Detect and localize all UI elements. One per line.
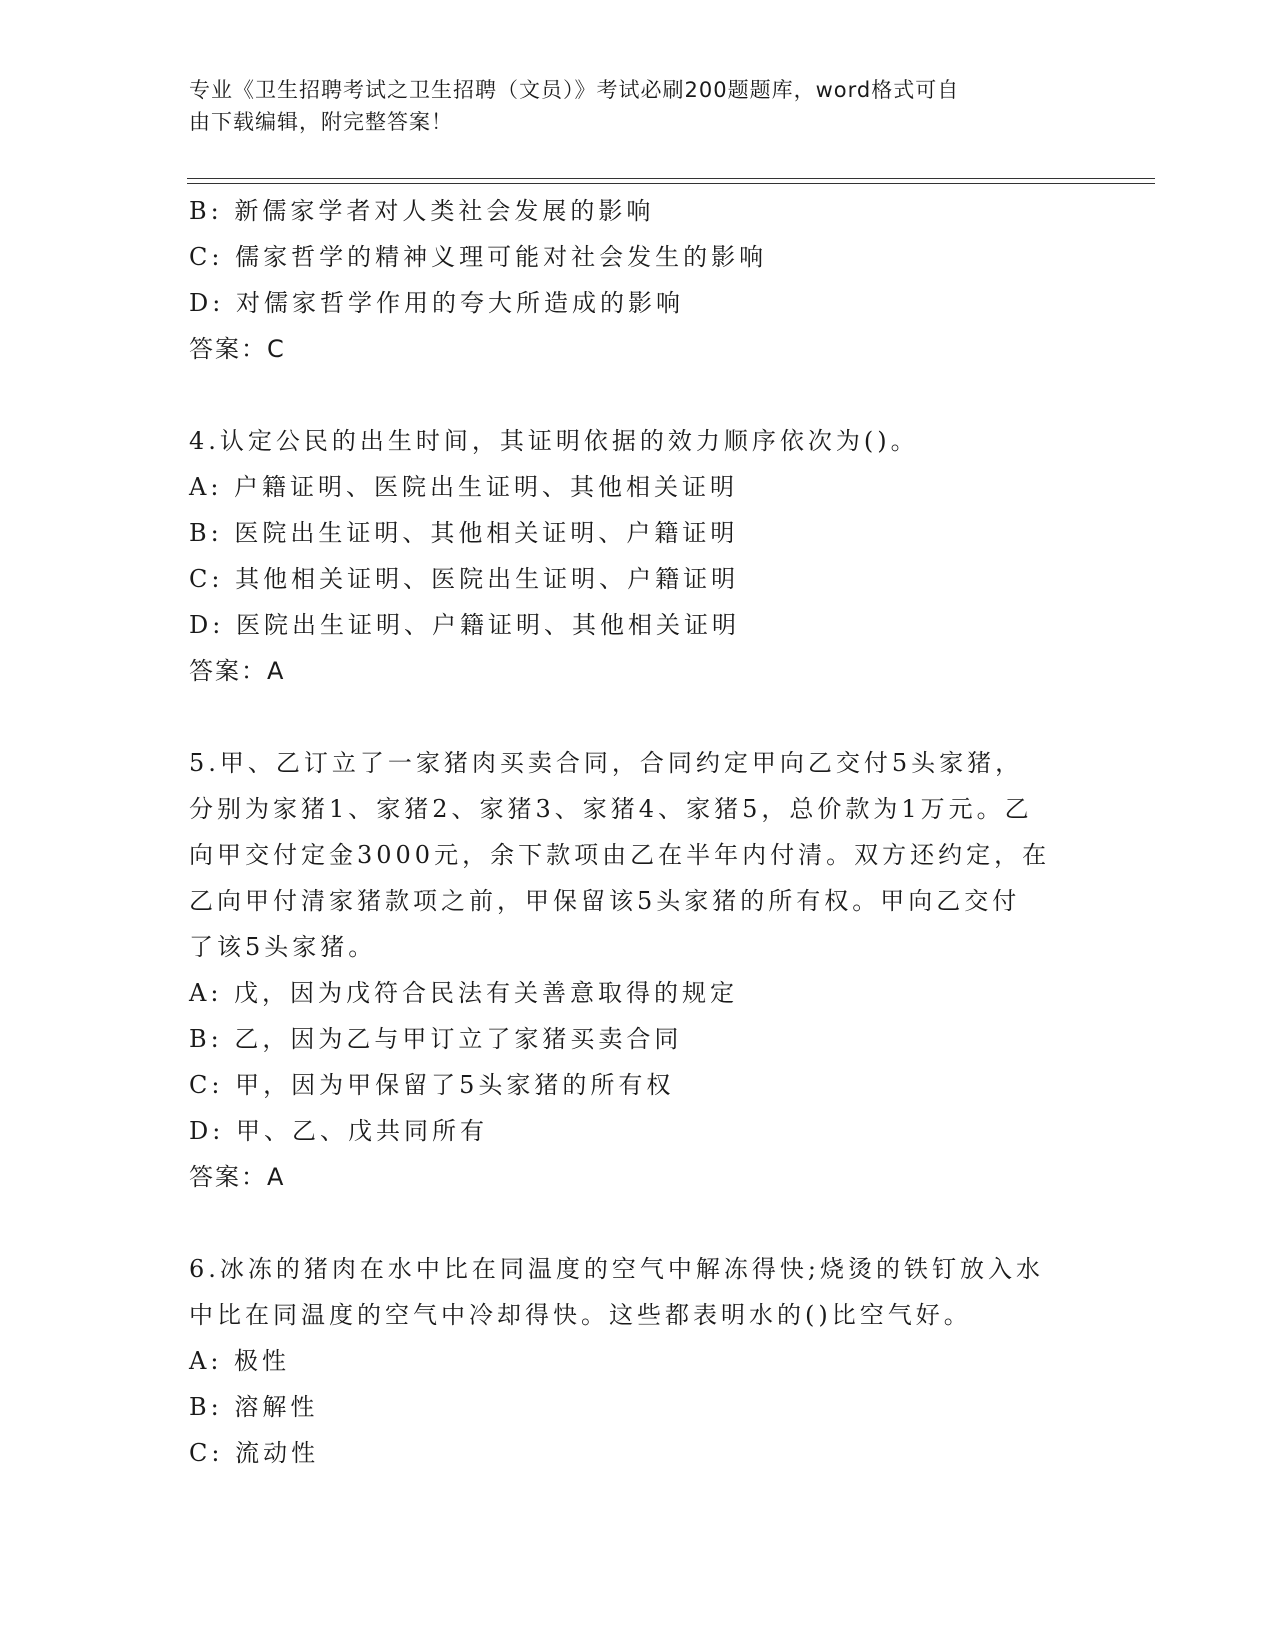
- option-c: C: 甲，因为甲保留了5头家猪的所有权: [189, 1071, 675, 1099]
- question-5: [189, 740, 1089, 1200]
- question-stem-line: 了该5头家猪。: [189, 933, 377, 961]
- question-4: [189, 418, 1089, 694]
- option-a: A: 户籍证明、医院出生证明、其他相关证明: [189, 473, 739, 501]
- answer-line: 答案：A: [189, 657, 286, 685]
- question-stem-line: 6.冰冻的猪肉在水中比在同温度的空气中解冻得快;烧烫的铁钉放入水: [189, 1255, 1044, 1283]
- spacer: [189, 372, 1089, 418]
- option-c: C: 流动性: [189, 1439, 320, 1467]
- question-stem-line: 乙向甲付清家猪款项之前，甲保留该5头家猪的所有权。甲向乙交付: [189, 887, 1021, 915]
- option-b: B: 新儒家学者对人类社会发展的影响: [189, 197, 655, 225]
- question-3-tail: [189, 188, 1089, 372]
- document-header: [189, 74, 1069, 138]
- option-d: D: 甲、乙、戊共同所有: [189, 1117, 488, 1145]
- question-stem-line: 分别为家猪1、家猪2、家猪3、家猪4、家猪5，总价款为1万元。乙: [189, 795, 1033, 823]
- option-d: D: 医院出生证明、户籍证明、其他相关证明: [189, 611, 740, 639]
- question-stem-line: 5.甲、乙订立了一家猪肉买卖合同，合同约定甲向乙交付5头家猪，: [189, 749, 1024, 777]
- answer-line: 答案：C: [189, 335, 286, 363]
- option-a: A: 戊，因为戊符合民法有关善意取得的规定: [189, 979, 739, 1007]
- spacer: [189, 1200, 1089, 1246]
- question-stem-line: 中比在同温度的空气中冷却得快。这些都表明水的()比空气好。: [189, 1301, 972, 1329]
- spacer: [189, 694, 1089, 740]
- question-stem-line: 向甲交付定金3000元，余下款项由乙在半年内付清。双方还约定，在: [189, 841, 1051, 869]
- header-title-line-1: 专业《卫生招聘考试之卫生招聘（文员）》考试必刷200题题库，word格式可自: [189, 78, 960, 102]
- option-d: D: 对儒家哲学作用的夸大所造成的影响: [189, 289, 684, 317]
- header-divider-top: [187, 178, 1155, 179]
- question-6: [189, 1246, 1089, 1476]
- answer-line: 答案：A: [189, 1163, 286, 1191]
- option-b: B: 乙，因为乙与甲订立了家猪买卖合同: [189, 1025, 683, 1053]
- option-c: C: 其他相关证明、医院出生证明、户籍证明: [189, 565, 740, 593]
- option-b: B: 医院出生证明、其他相关证明、户籍证明: [189, 519, 739, 547]
- option-b: B: 溶解性: [189, 1393, 319, 1421]
- header-divider-bottom: [187, 183, 1155, 184]
- option-c: C: 儒家哲学的精神义理可能对社会发生的影响: [189, 243, 768, 271]
- option-a: A: 极性: [189, 1347, 291, 1375]
- header-title-line-2: 由下载编辑，附完整答案！: [189, 110, 453, 134]
- question-stem: 4.认定公民的出生时间，其证明依据的效力顺序依次为()。: [189, 427, 919, 455]
- question-list: [189, 188, 1089, 1476]
